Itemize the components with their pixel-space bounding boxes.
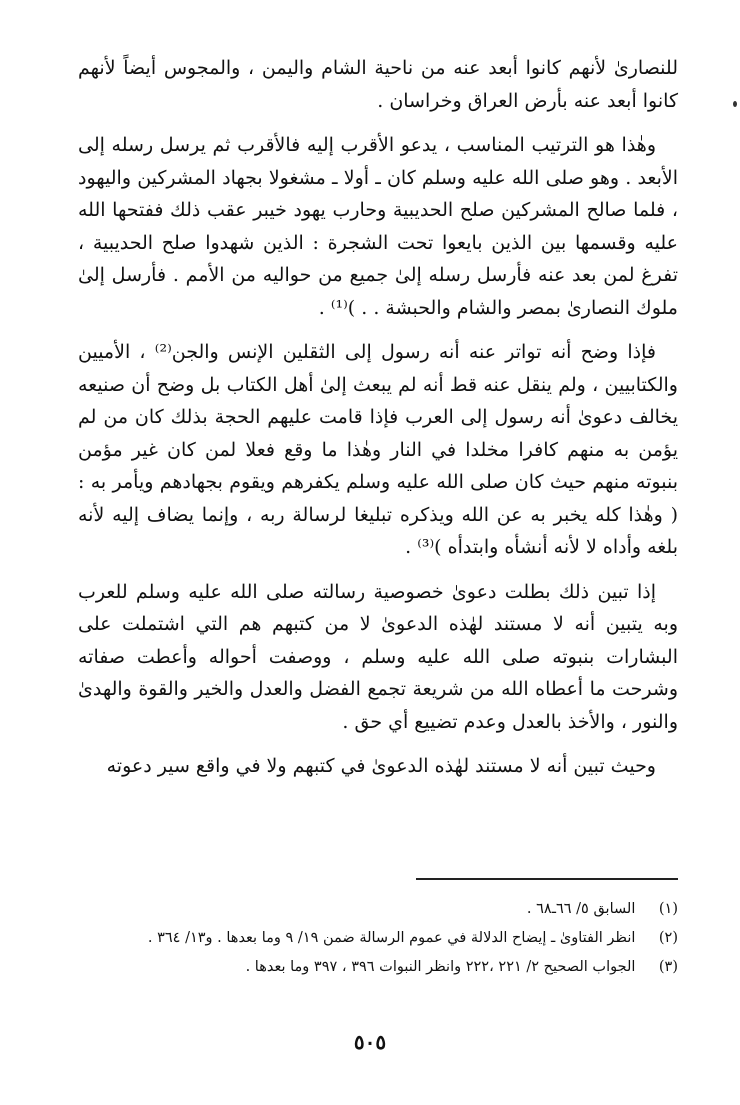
footnote-2 (78, 924, 678, 953)
footnote-text: السابق ٥/ ٦٦ـ٦٨ . (526, 901, 636, 917)
main-text (78, 52, 678, 795)
page-number: ٥٠٥ (353, 1030, 387, 1054)
footnote-text: انظر الفتاوىٰ ـ إيضاح الدلالة في عموم الرسالة ضمن ١٩/ ٩ وما بعدها . و١٣/ ٣٦٤ . (147, 930, 636, 946)
paragraph-5: وحيث تبين أنه لا مستند لهٰذه الدعوىٰ في كتبهم ولا في واقع سير دعوته (106, 755, 656, 777)
paragraph-4: إذا تبين ذلك بطلت دعوىٰ خصوصية رسالته صلى الله عليه وسلم للعرب وبه يتبين أنه لا مستند لهٰذه الدعوىٰ لا من كتبهم هم التي اشتملت على البشارات بنبوته صلى الله عليه وسلم ، ووصفت أحواله وأعطت صفاته وشرحت ما أعطاه الله من شريعة تجمع الفضل والعدل والخير والقوة والهدىٰ والنور ، والأخذ بالعدل وعدم تضييع أي حق . (78, 580, 678, 733)
scan-speck (733, 101, 737, 107)
paragraph-2: وهٰذا هو الترتيب المناسب ، يدعو الأقرب إليه فالأقرب ثم يرسل رسله إلى الأبعد . وهو صلى الله عليه وسلم كان ـ أولا ـ مشغولا بجهاد المشركين واليهود ، فلما صالح المشركين صلح الحديبية وحارب يهود خيبر عقب ذلك ففتحها الله عليه وقسمها بين الذين بايعوا تحت الشجرة : الذين شهدوا صلح الحديبية ، تفرغ لمن بعد عنه فأرسل رسله إلىٰ جميع من حواليه من الأمم . فأرسل إلىٰ ملوك النصارىٰ بمصر والشام والحبشة . . )⁽¹⁾ . (78, 134, 678, 319)
footnote-number: (٢) (658, 930, 678, 946)
footnote-text: الجواب الصحيح ٢/ ٢٢١ ،٢٢٢ وانظر النبوات ٣٩٦ ، ٣٩٧ وما بعدها . (245, 959, 636, 975)
footnote-number: (٣) (658, 959, 678, 975)
footnotes (78, 895, 678, 982)
paragraph-1: للنصارىٰ لأنهم كانوا أبعد عنه من ناحية الشام واليمن ، والمجوس أيضاً لأنهم كانوا أبعد عنه بأرض العراق وخراسان . (78, 57, 678, 112)
footnote-number: (١) (658, 901, 678, 917)
footnote-1 (78, 895, 678, 924)
footnote-3 (78, 953, 678, 982)
footnote-separator (416, 878, 678, 880)
paragraph-3: فإذا وضح أنه تواتر عنه أنه رسول إلى الثقلين الإنس والجن⁽²⁾ ، الأميين والكتابيين ، ولم ينقل عنه قط أنه لم يبعث إلىٰ أهل الكتاب بل وضح أن صنيعه يخالف دعوىٰ أنه رسول إلى العرب فإذا قامت عليهم الحجة بذلك كان من لم يؤمن به منهم كافرا مخلدا في النار وهٰذا ما وقع فعلا لمن كان غير مؤمن بنبوته منهم حيث كان صلى الله عليه وسلم يكفرهم ويقوم بجهادهم ويأمر به : ( وهٰذا كله يخبر به عن الله ويذكره تبليغا لرسالة ربه ، وإنما يضاف إليه لأنه بلغه وأداه لا لأنه أنشأه وابتدأه )⁽³⁾ . (78, 341, 678, 558)
